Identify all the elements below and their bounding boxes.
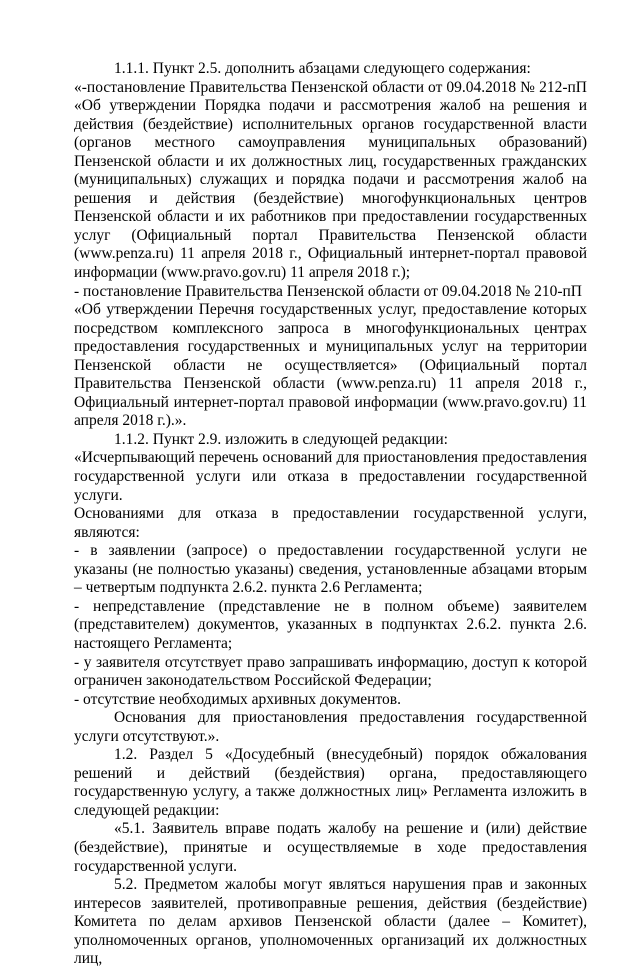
paragraph-resolution-210: - постановление Правительства Пензенской области от 09.04.2018 № 210-пП: [74, 282, 583, 300]
document-page: [74, 60, 587, 969]
paragraph-grounds-heading: «Исчерпывающий перечень оснований для приостановления предоставления государственной услуги или отказа в предоставлении государственной услуги.: [74, 449, 587, 504]
paragraph-resolution-212: «-постановление Правительства Пензенской области от 09.04.2018 № 212-пП «Об утверждении Порядка подачи и рассмотрения жалоб на решения и действия (бездействие) исполнительных органов государственной власти (органов местного самоуправления муниципальных образований) Пензенской области и их должностных лиц, государственных гражданских (муниципальных) служащих и порядка подачи и рассмотрения жалоб на решения и действия (бездействие) многофункциональных центров Пензенской области и их работников при предоставлении государственных услуг (Официальный портал Правительства Пензенской области (www.penza.ru) 11 апреля 2018 г., Официальный интернет-портал правовой информации (www.pravo.gov.ru) 11 апреля 2018 г.);: [74, 78, 587, 282]
paragraph-1-1-1: 1.1.1. Пункт 2.5. дополнить абзацами следующего содержания:: [114, 60, 531, 77]
list-item-not-specified: - в заявлении (запросе) о предоставлении государственной услуги не указаны (не полностью указаны) сведения, установленные абзацами вторым – четвертым подпункта 2.6.2. пункта 2.6 Регламента;: [74, 542, 587, 597]
paragraph-1-1-2: 1.1.2. Пункт 2.9. изложить в следующей редакции:: [114, 430, 448, 448]
paragraph-5-1: «5.1. Заявитель вправе подать жалобу на решение и (или) действие (бездействие), принятые и осуществляемые в ходе предоставления государственной услуги.: [74, 820, 587, 875]
list-item-no-documents: - отсутствие необходимых архивных документов.: [74, 690, 401, 708]
paragraph-resolution-210-title: «Об утверждении Перечня государственных услуг, предоставление которых посредством комплексного запроса в многофункциональных центрах предоставления государственных и муниципальных услуг на территории Пензенской области не осуществляется» (Официальный портал Правительства Пензенской области (www.penza.ru) 11 апреля 2018 г., Официальный интернет-портал правовой информации (www.pravo.gov.ru) 11 апреля 2018 г.).».: [74, 301, 587, 430]
paragraph-5-2: 5.2. Предметом жалобы могут являться нарушения прав и законных интересов заявителей, противоправные решения, действия (бездействие) Комитета по делам архивов Пензенской области (далее – Комитет), уполномоченных органов, уполномоченных организаций их должностных лиц,: [74, 876, 587, 968]
paragraph-refusal-grounds: Основаниями для отказа в предоставлении государственной услуги, являются:: [74, 505, 587, 541]
paragraph-1-2: 1.2. Раздел 5 «Досудебный (внесудебный) порядок обжалования решений и действий (бездействия) органа, предоставляющего государственную услугу, а также должностных лиц» Регламента изложить в следующей редакции:: [74, 746, 587, 819]
list-item-no-right: - у заявителя отсутствует право запрашивать информацию, доступ к которой ограничен законодательством Российской Федерации;: [74, 653, 587, 690]
paragraph-suspension: Основания для приостановления предоставления государственной услуги отсутствуют.».: [74, 709, 587, 745]
list-item-not-submitted: - непредставление (представление не в полном объеме) заявителем (представителем) документов, указанных в подпунктах 2.6.2. пункта 2.6. настоящего Регламента;: [74, 597, 587, 652]
